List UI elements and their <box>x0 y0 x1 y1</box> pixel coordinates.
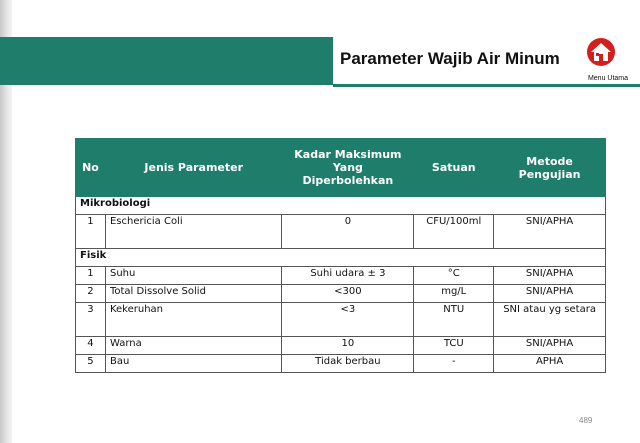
title-bar <box>0 37 333 85</box>
cell-metode: SNI/APHA <box>494 285 606 303</box>
header-metode: Metode Pengujian <box>494 139 606 197</box>
cell-param: Bau <box>105 355 282 373</box>
cell-metode: SNI/APHA <box>494 215 606 249</box>
cell-kadar: 0 <box>282 215 414 249</box>
header-no: No <box>76 139 106 197</box>
table-row <box>76 215 606 249</box>
cell-satuan: °C <box>414 267 494 285</box>
cell-no: 1 <box>76 267 106 285</box>
menu-utama-button[interactable] <box>578 38 638 86</box>
page-number: 489 <box>579 416 593 425</box>
cell-metode: SNI atau yg setara <box>494 303 606 337</box>
cell-kadar: Suhi udara ± 3 <box>282 267 414 285</box>
cell-satuan: CFU/100ml <box>414 215 494 249</box>
page-title: Parameter Wajib Air Minum <box>340 49 560 68</box>
cell-kadar: <3 <box>282 303 414 337</box>
cell-metode: APHA <box>494 355 606 373</box>
section-title-mikrobiologi: Mikrobiologi <box>76 197 606 215</box>
home-icon <box>587 38 615 66</box>
section-row <box>76 249 606 267</box>
cell-param: Total Dissolve Solid <box>105 285 282 303</box>
table-row <box>76 303 606 337</box>
cell-no: 5 <box>76 355 106 373</box>
cell-kadar: 10 <box>282 337 414 355</box>
cell-metode: SNI/APHA <box>494 337 606 355</box>
header-satuan: Satuan <box>414 139 494 197</box>
cell-kadar: Tidak berbau <box>282 355 414 373</box>
cell-no: 1 <box>76 215 106 249</box>
header-kadar-maksimum: Kadar Maksimum Yang Diperbolehkan <box>282 139 414 197</box>
cell-no: 2 <box>76 285 106 303</box>
cell-param: Eschericia Coli <box>105 215 282 249</box>
cell-param: Warna <box>105 337 282 355</box>
table-row <box>76 355 606 373</box>
table-row <box>76 337 606 355</box>
cell-no: 3 <box>76 303 106 337</box>
table-header-row <box>76 139 606 197</box>
table-row <box>76 285 606 303</box>
table-row <box>76 267 606 285</box>
menu-utama-label: Menu Utama <box>587 75 629 82</box>
cell-no: 4 <box>76 337 106 355</box>
cell-satuan: TCU <box>414 337 494 355</box>
section-title-fisik: Fisik <box>76 249 606 267</box>
cell-metode: SNI/APHA <box>494 267 606 285</box>
section-row <box>76 197 606 215</box>
cell-satuan: - <box>414 355 494 373</box>
cell-kadar: <300 <box>282 285 414 303</box>
parameter-table <box>75 138 606 373</box>
cell-satuan: mg/L <box>414 285 494 303</box>
header-jenis-parameter: Jenis Parameter <box>105 139 282 197</box>
cell-satuan: NTU <box>414 303 494 337</box>
cell-param: Suhu <box>105 267 282 285</box>
cell-param: Kekeruhan <box>105 303 282 337</box>
